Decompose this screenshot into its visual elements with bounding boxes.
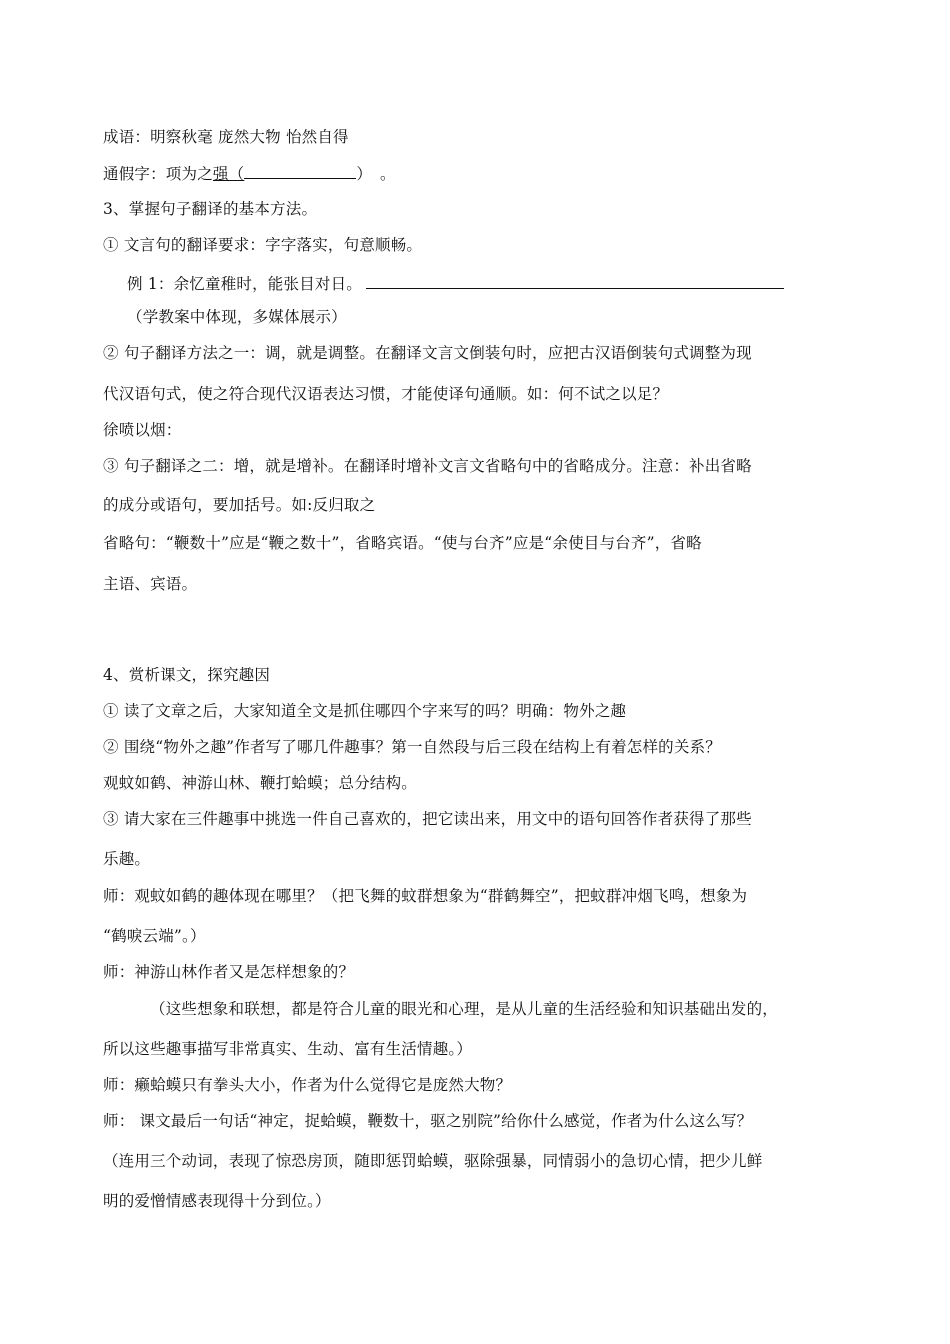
- tongjia-line: [103, 162, 396, 185]
- answer-2: 观蚊如鹤、神游山林、鞭打蛤蟆；总分结构。: [103, 774, 418, 792]
- tongjia-suffix: ） 。: [356, 165, 396, 183]
- teacher-q1-line-1: 师：观蚊如鹤的趣体现在哪里？（把飞舞的蚊群想象为“群鹤舞空”，把蚊群冲烟飞鸣，想象为: [103, 887, 748, 905]
- idioms-line: 成语：明察秋毫 庞然大物 怡然自得: [103, 128, 349, 146]
- method-2-line-1: ③ 句子翻译之二：增，就是增补。在翻译时增补文言文省略句中的省略成分。注意：补出省略: [103, 457, 752, 475]
- method-1-example: 徐喷以烟：: [103, 421, 182, 439]
- teaching-note: （学教案中体现，多媒体展示）: [127, 308, 347, 326]
- tongjia-blank: [244, 162, 356, 179]
- section-4-heading: 4、赏析课文，探究趣因: [103, 666, 271, 684]
- example-1-answer-blank: [366, 272, 784, 289]
- example-1-text: 例 1：余忆童稚时，能张目对日。: [127, 275, 362, 293]
- answer-4-line-2: 明的爱憎情感表现得十分到位。）: [103, 1192, 331, 1210]
- method-2-line-2: 的成分或语句，要加括号。如:反归取之: [103, 496, 376, 514]
- method-1-line-1: ② 句子翻译方法之一：调，就是调整。在翻译文言文倒装句时，应把古汉语倒装句式调整为现: [103, 344, 752, 362]
- answer-4-line-1: （连用三个动词，表现了惊恐房顶，随即惩罚蛤蟆，驱除强暴，同情弱小的急切心情，把少儿鲜: [103, 1152, 763, 1170]
- example-1-line: [127, 272, 784, 295]
- question-3-line-1: ③ 请大家在三件趣事中挑选一件自己喜欢的，把它读出来，用文中的语句回答作者获得了那些: [103, 810, 752, 828]
- question-2: ② 围绕“物外之趣”作者写了哪几件趣事？第一自然段与后三段在结构上有着怎样的关系？: [103, 738, 721, 756]
- tongjia-word: 强（: [212, 165, 245, 183]
- commentary-line-2: 所以这些趣事描写非常真实、生动、富有生活情趣。）: [103, 1040, 473, 1058]
- question-1: ① 读了文章之后，大家知道全文是抓住哪四个字来写的吗？明确：物外之趣: [103, 702, 627, 720]
- section-3-heading: 3、掌握句子翻译的基本方法。: [103, 200, 318, 218]
- ellipsis-line-2: 主语、宾语。: [103, 575, 198, 593]
- teacher-q4: 师： 课文最后一句话“神定，捉蛤蟆，鞭数十，驱之别院”给你什么感觉，作者为什么这么写？: [103, 1112, 753, 1130]
- question-3-line-2: 乐趣。: [103, 850, 151, 868]
- method-1-line-2: 代汉语句式，使之符合现代汉语表达习惯，才能使译句通顺。如：何不试之以足？: [103, 385, 669, 403]
- teacher-q2: 师：神游山林作者又是怎样想象的？: [103, 963, 355, 981]
- tongjia-prefix: 通假字：项为之: [103, 165, 213, 183]
- translation-requirement: ① 文言句的翻译要求：字字落实，句意顺畅。: [103, 236, 423, 254]
- commentary-line-1: （这些想象和联想，都是符合儿童的眼光和心理，是从儿童的生活经验和知识基础出发的，: [150, 1000, 779, 1018]
- teacher-q1-line-2: “鹤唳云端”。）: [103, 927, 206, 945]
- ellipsis-line-1: 省略句：“鞭数十”应是“鞭之数十”，省略宾语。“使与台齐”应是“余使目与台齐”，省略: [103, 534, 702, 552]
- teacher-q3: 师：癞蛤蟆只有拳头大小，作者为什么觉得它是庞然大物？: [103, 1076, 512, 1094]
